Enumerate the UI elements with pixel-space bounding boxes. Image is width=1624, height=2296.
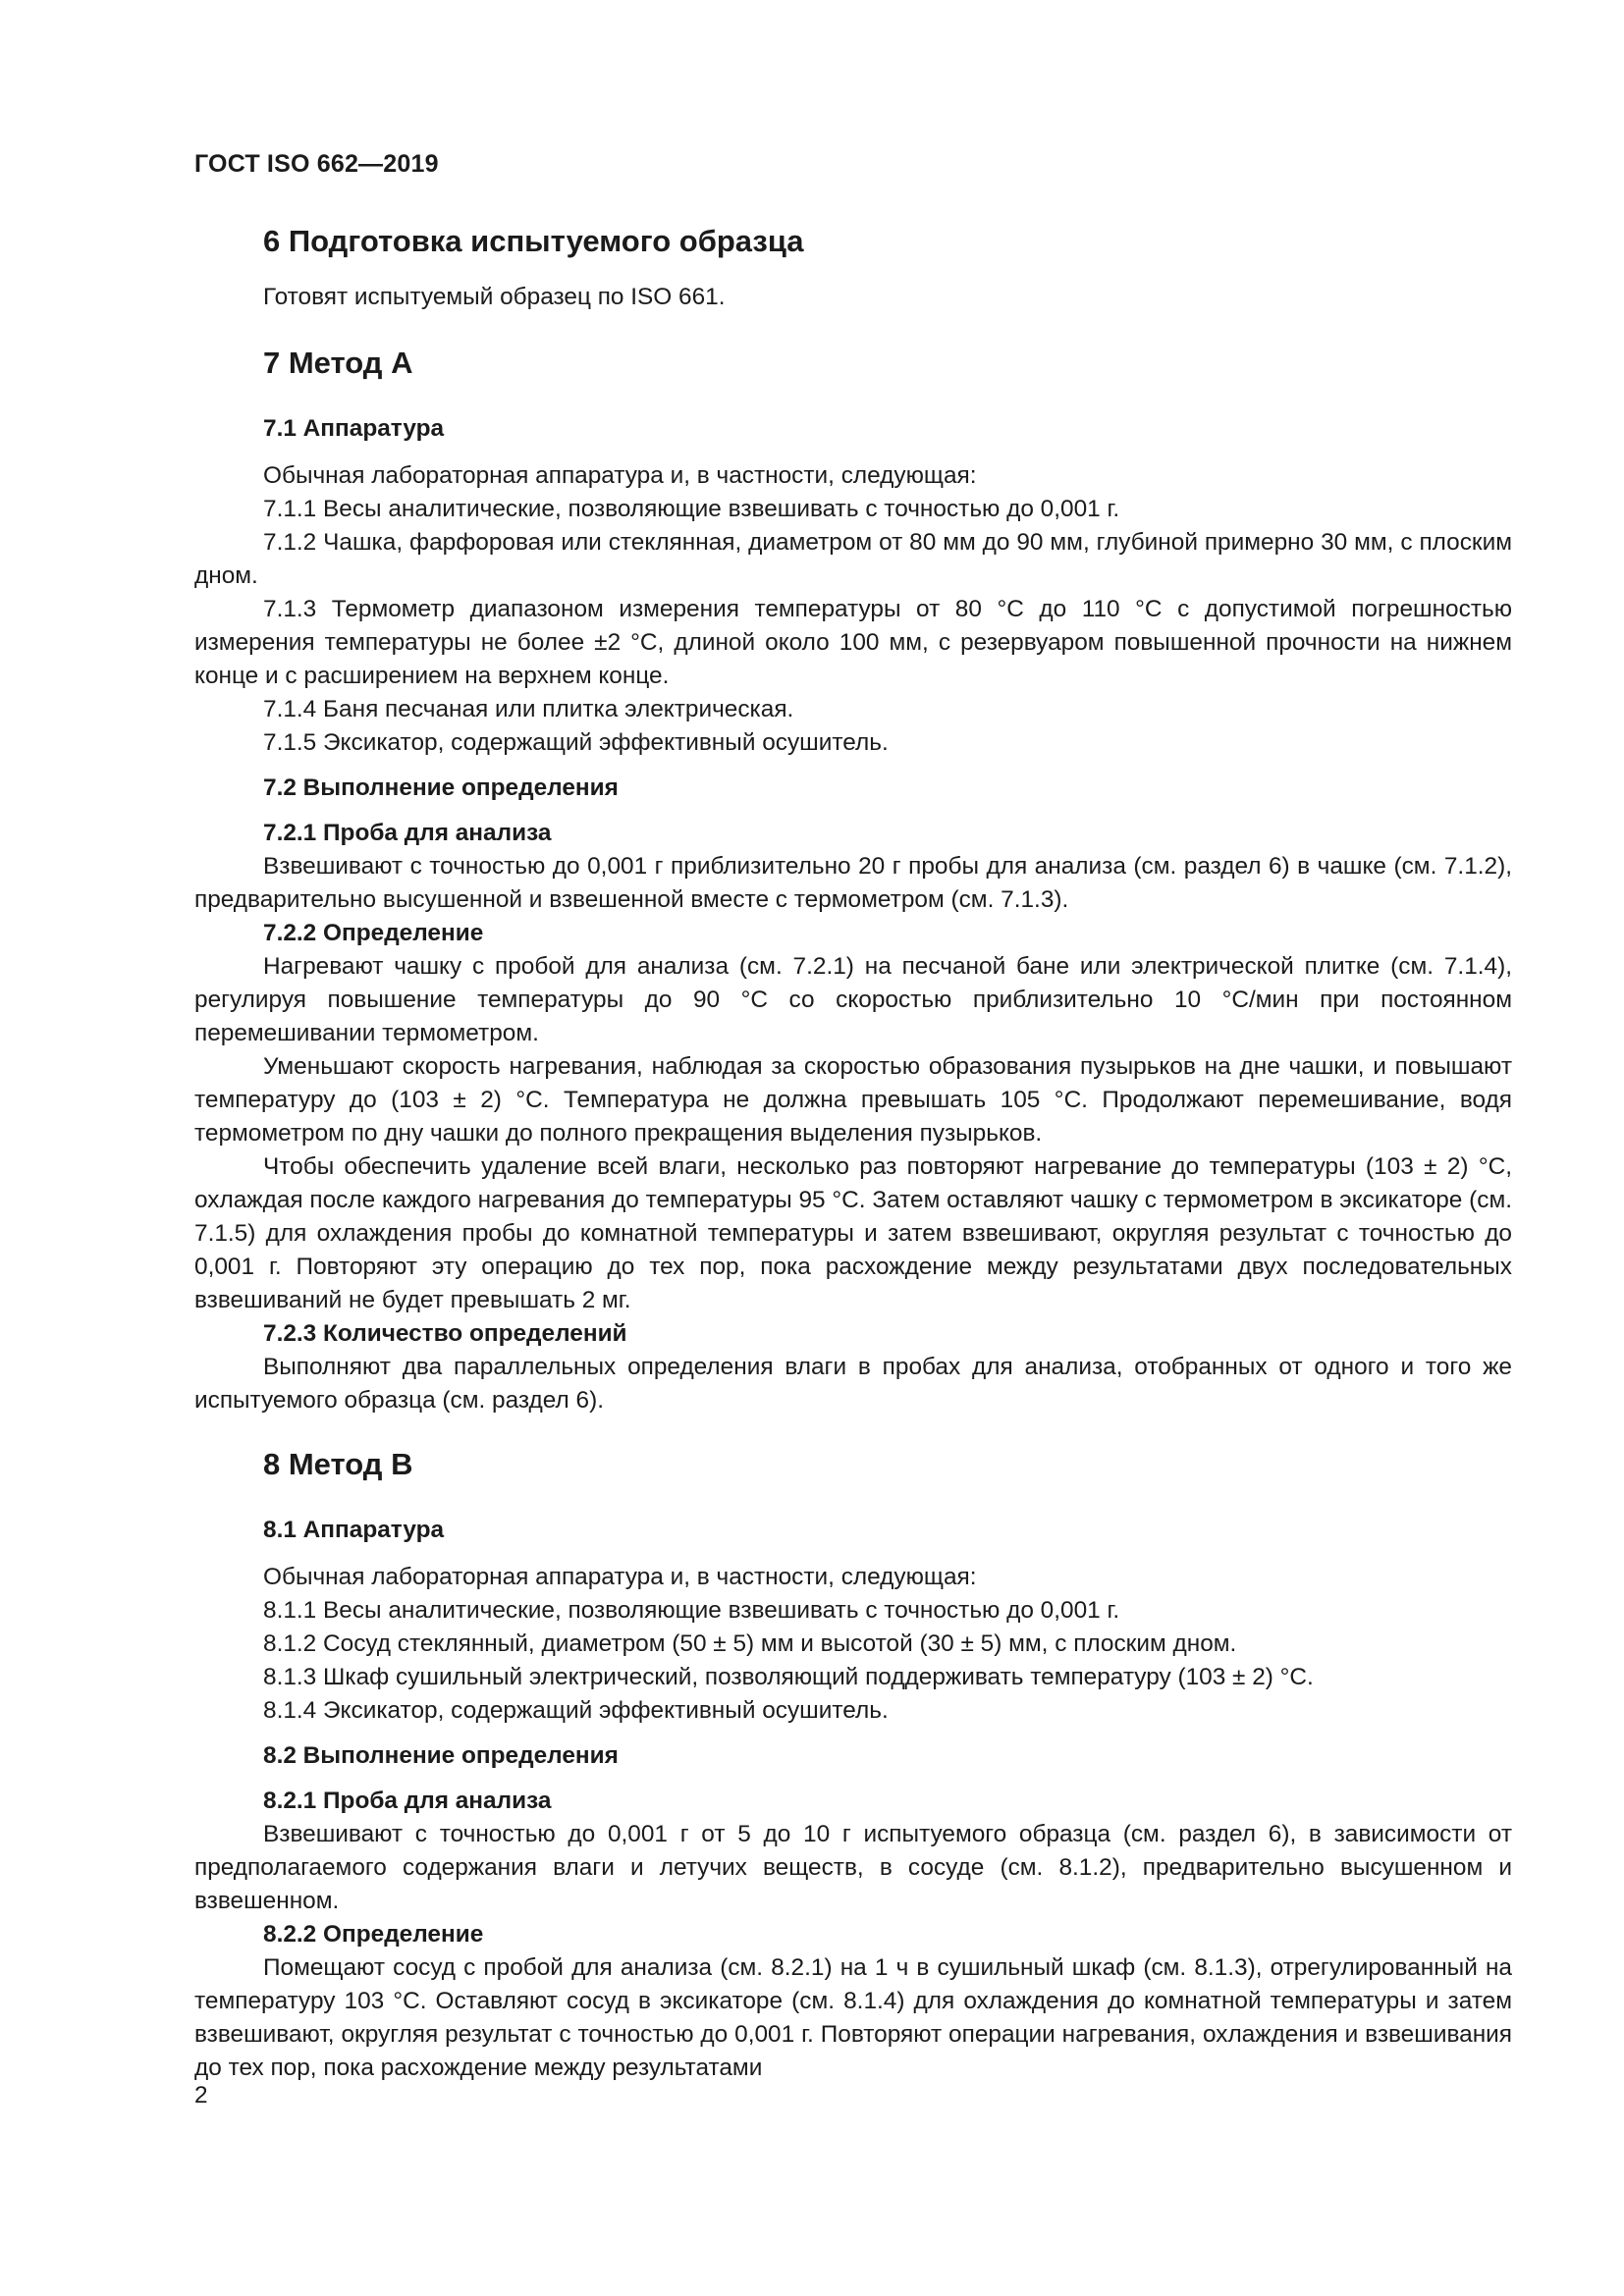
spacer	[194, 1417, 1512, 1445]
spacer	[194, 1547, 1512, 1561]
page-number: 2	[194, 2082, 208, 2109]
spacer	[194, 261, 1512, 281]
paragraph: Готовят испытуемый образец по ISO 661.	[263, 284, 726, 310]
spacer	[194, 1728, 1512, 1739]
spacer	[194, 760, 1512, 772]
paragraph: 8.1.2 Сосуд стеклянный, диаметром (50 ± 5) мм и высотой (30 ± 5) мм, с плоским дном.	[263, 1630, 1237, 1657]
paragraph: Нагревают чашку с пробой для анализа (см. 7.2.1) на песчаной бане или электрической плитке (см. 7.1.4), регулируя повышение температуры до 90 °С со скоростью приблизительно 10 °С/мин при постоянном перемешивании термометром.	[194, 953, 1512, 1046]
paragraph: 7.1.2 Чашка, фарфоровая или стеклянная, диаметром от 80 мм до 90 мм, глубиной примерно 30 мм, с плоским дном.	[194, 529, 1512, 589]
paragraph: Взвешивают с точностью до 0,001 г приблизительно 20 г пробы для анализа (см. раздел 6) в чашке (см. 7.1.2), предварительно высушенной и взвешенной вместе с термометром (см. 7.1.3).	[194, 853, 1512, 913]
clause-heading: 7.2.2 Определение	[263, 920, 484, 946]
spacer	[194, 383, 1512, 412]
clause-heading: 7.2.3 Количество определений	[263, 1320, 627, 1347]
document-header: ГОСТ ISO 662—2019	[194, 150, 439, 178]
subsection-heading: 8.2 Выполнение определения	[263, 1742, 619, 1769]
clause-heading: 8.2.2 Определение	[263, 1921, 484, 1948]
paragraph: Уменьшают скорость нагревания, наблюдая за скоростью образования пузырьков на дне чашки, и повышают температуру до (103 ± 2) °С. Температура не должна превышать 105 °С. Продолжают перемешивание, водя термометром по дну чашки до полного прекращения выделения пузырьков.	[194, 1053, 1512, 1147]
paragraph: 7.1.4 Баня песчаная или плитка электрическая.	[263, 696, 794, 722]
paragraph: Чтобы обеспечить удаление всей влаги, несколько раз повторяют нагревание до температуры (103 ± 2) °С, охлаждая после каждого нагревания до температуры 95 °С. Затем оставляют чашку с термометром в эксикаторе (см. 7.1.5) для охлаждения пробы до комнатной температуры и затем взвешивают, округляя результат с точностью до 0,001 г. Повторяют эту операцию до тех пор, пока расхождение между результатами двух последовательных взвешиваний не будет превышать 2 мг.	[194, 1153, 1512, 1313]
paragraph: 7.1.1 Весы аналитические, позволяющие взвешивать с точностью до 0,001 г.	[263, 496, 1120, 522]
spacer	[194, 1773, 1512, 1785]
paragraph: 8.1.1 Весы аналитические, позволяющие взвешивать с точностью до 0,001 г.	[263, 1597, 1120, 1624]
paragraph: Взвешивают с точностью до 0,001 г от 5 до 10 г испытуемого образца (см. раздел 6), в зависимости от предполагаемого содержания влаги и летучих веществ, в сосуде (см. 8.1.2), предварительно высушенном и взвешенном.	[194, 1821, 1512, 1914]
clause-heading: 7.2.1 Проба для анализа	[263, 820, 552, 846]
subsection-heading: 7.1 Аппаратура	[263, 415, 445, 442]
section-heading: 7 Метод А	[263, 346, 413, 380]
spacer	[194, 1484, 1512, 1514]
subsection-heading: 8.1 Аппаратура	[263, 1517, 445, 1543]
paragraph: 7.1.3 Термометр диапазоном измерения температуры от 80 °С до 110 °С с допустимой погрешностью измерения температуры не более ±2 °С, длиной около 100 мм, с резервуаром повышенной прочности на нижнем конце и с расширением на верхнем конце.	[194, 596, 1512, 689]
section-heading: 8 Метод В	[263, 1447, 413, 1481]
spacer	[194, 314, 1512, 344]
document-body	[194, 222, 1512, 2085]
spacer	[194, 446, 1512, 459]
paragraph: 7.1.5 Эксикатор, содержащий эффективный осушитель.	[263, 729, 889, 756]
clause-heading: 8.2.1 Проба для анализа	[263, 1788, 552, 1814]
section-heading: 6 Подготовка испытуемого образца	[263, 224, 804, 258]
paragraph: Помещают сосуд с пробой для анализа (см. 8.2.1) на 1 ч в сушильный шкаф (см. 8.1.3), отрегулированный на температуру 103 °С. Оставляют сосуд в эксикаторе (см. 8.1.4) для охлаждения до комнатной температуры и затем взвешивают, округляя результат с точностью до 0,001 г. Повторяют операции нагревания, охлаждения и взвешивания до тех пор, пока расхождение между результатами	[194, 1954, 1512, 2081]
paragraph: 8.1.4 Эксикатор, содержащий эффективный осушитель.	[263, 1697, 889, 1724]
paragraph: Обычная лабораторная аппаратура и, в частности, следующая:	[263, 1564, 977, 1590]
spacer	[194, 805, 1512, 817]
paragraph: Выполняют два параллельных определения влаги в пробах для анализа, отобранных от одного и того же испытуемого образца (см. раздел 6).	[194, 1354, 1512, 1414]
subsection-heading: 7.2 Выполнение определения	[263, 774, 619, 801]
paragraph: Обычная лабораторная аппаратура и, в частности, следующая:	[263, 462, 977, 489]
paragraph: 8.1.3 Шкаф сушильный электрический, позволяющий поддерживать температуру (103 ± 2) °С.	[263, 1664, 1314, 1690]
